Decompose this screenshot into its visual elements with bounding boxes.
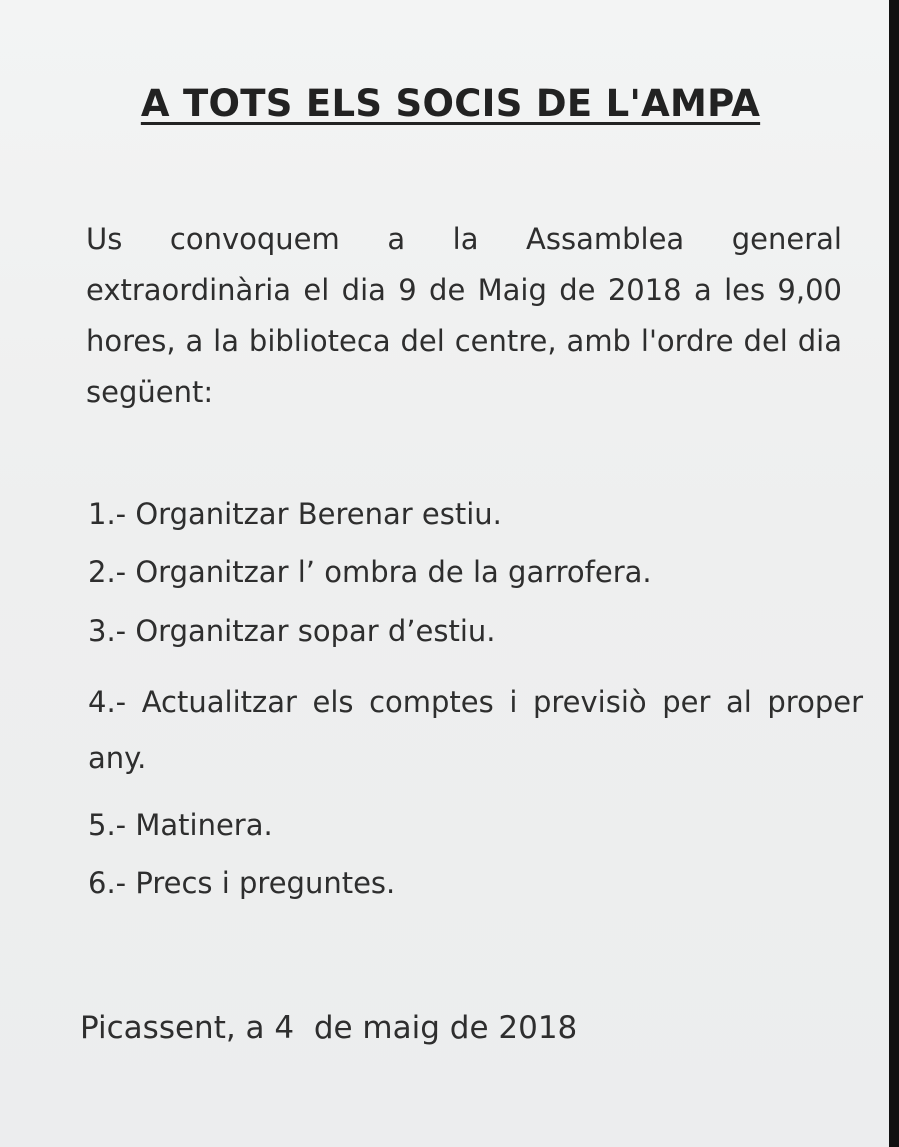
agenda-item-4: 4.- Actualitzar els comptes i previsiò per al proper any.: [88, 685, 863, 775]
intro-paragraph: Us convoquem a la Assamblea general extraordinària el dia 9 de Maig de 2018 a les 9,00 hores, a la biblioteca del centre, amb l'ordre del dia següent:: [86, 222, 842, 409]
agenda-item-5: 5.- Matinera.: [88, 808, 273, 842]
notice-title: A TOTS ELS SOCIS DE L'AMPA: [140, 82, 761, 125]
signoff-line: Picassent, a 4 de maig de 2018: [80, 1010, 578, 1046]
agenda-item-3: 3.- Organitzar sopar d’estiu.: [88, 614, 496, 648]
agenda-item-6: 6.- Precs i preguntes.: [88, 866, 396, 900]
notice-title-block: [0, 82, 889, 125]
agenda-item-1: 1.- Organitzar Berenar estiu.: [88, 497, 502, 531]
paper-edge-shadow: [889, 0, 899, 1147]
agenda-item-2: 2.- Organitzar l’ ombra de la garrofera.: [88, 555, 652, 589]
